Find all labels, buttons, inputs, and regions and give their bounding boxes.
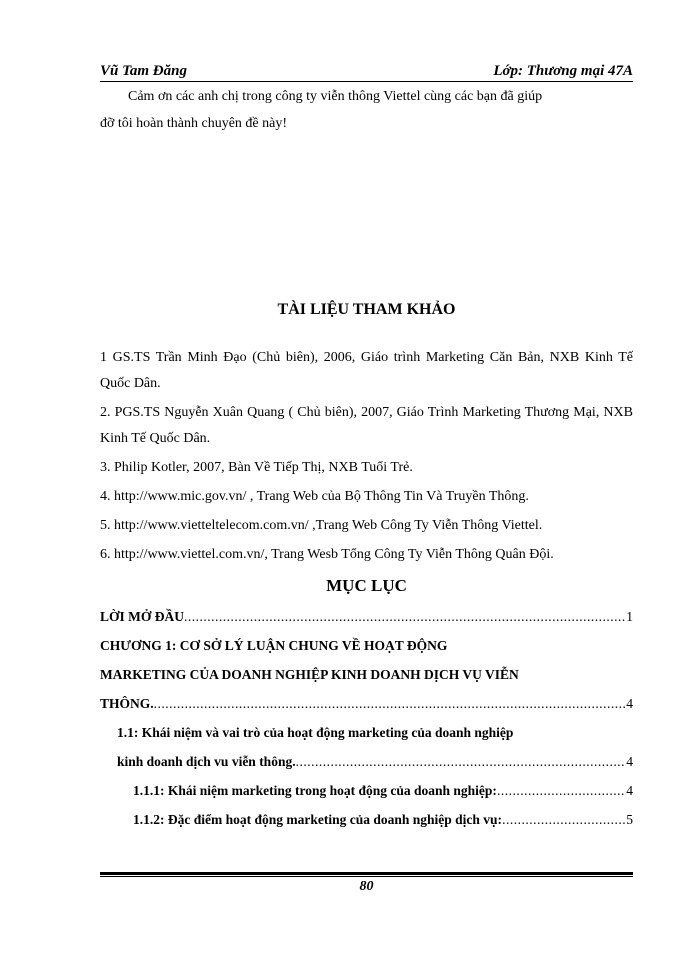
toc-leader-dots xyxy=(154,689,627,718)
thanks-line-1: Cảm ơn các anh chị trong công ty viễn thông Viettel cùng các bạn đã giúp xyxy=(128,89,543,104)
footer-rule-thick xyxy=(100,872,633,875)
toc-entry-title: LỜI MỞ ĐẦU xyxy=(100,609,184,624)
toc-entry-section-1-1 xyxy=(100,718,633,776)
toc-entry-page: 5 xyxy=(626,812,633,827)
toc-leader-dots xyxy=(184,602,626,631)
reference-item: 1 GS.TS Trần Minh Đạo (Chủ biên), 2006, Giáo trình Marketing Căn Bản, NXB Kinh Tế Quốc Dân. xyxy=(100,350,633,391)
toc-entry-page: 4 xyxy=(626,754,633,769)
reference-item: 6. http://www.viettel.com.vn/, Trang Wesb Tổng Công Ty Viễn Thông Quân Đội. xyxy=(100,547,554,562)
toc-entry-title: THÔNG. xyxy=(100,696,154,711)
toc-leader-dots xyxy=(497,776,626,805)
document-page xyxy=(100,62,633,834)
toc-entry-title: 1.1.2: Đặc điểm hoạt động marketing của doanh nghiệp dịch vụ: xyxy=(133,812,503,827)
reference-item: 2. PGS.TS Nguyễn Xuân Quang ( Chủ biên), 2007, Giáo Trình Marketing Thương Mại, NXB Kinh Tế Quốc Dân. xyxy=(100,405,633,446)
toc-entry-section-1-1-2 xyxy=(100,805,633,834)
toc-entry-chapter-1 xyxy=(100,631,633,718)
header-author: Vũ Tam Đăng xyxy=(100,63,187,79)
toc-entry-title: MARKETING CỦA DOANH NGHIỆP KINH DOANH DỊCH VỤ VIỄN xyxy=(100,667,519,682)
toc-entry-section-1-1-1 xyxy=(100,776,633,805)
toc-entry-title: 1.1: Khái niệm và vai trò của hoạt động marketing của doanh nghiệp xyxy=(117,725,514,740)
page-header xyxy=(100,62,633,82)
toc-title: MỤC LỤC xyxy=(326,576,407,595)
reference-item: 4. http://www.mic.gov.vn/ , Trang Web của Bộ Thông Tin Và Truyền Thông. xyxy=(100,489,529,504)
toc-leader-dots xyxy=(296,747,627,776)
footer-rule-thin xyxy=(100,876,633,877)
toc-entry-title: 1.1.1: Khái niệm marketing trong hoạt động của doanh nghiệp: xyxy=(133,783,497,798)
page-number: 80 xyxy=(359,879,374,894)
toc-entry-title: CHƯƠNG 1: CƠ SỞ LÝ LUẬN CHUNG VỀ HOẠT ĐỘNG xyxy=(100,638,448,653)
toc-entry-page: 1 xyxy=(626,609,633,624)
toc-entry-page: 4 xyxy=(626,783,633,798)
page-footer xyxy=(100,872,633,896)
references-title: TÀI LIỆU THAM KHẢO xyxy=(277,301,456,318)
toc-entry-title: kinh doanh dịch vu viễn thông. xyxy=(117,754,296,769)
toc-leader-dots xyxy=(502,805,626,834)
table-of-contents xyxy=(100,602,633,834)
references-list xyxy=(100,345,633,568)
thanks-line-2: đỡ tôi hoàn thành chuyên đề này! xyxy=(100,116,288,131)
toc-entry-page: 4 xyxy=(626,696,633,711)
reference-item: 3. Philip Kotler, 2007, Bàn Về Tiếp Thị, NXB Tuổi Trẻ. xyxy=(100,460,413,475)
header-class: Lớp: Thương mại 47A xyxy=(493,63,633,79)
toc-entry-intro xyxy=(100,602,633,631)
reference-item: 5. http://www.vietteltelecom.com.vn/ ,Trang Web Công Ty Viễn Thông Viettel. xyxy=(100,518,543,533)
